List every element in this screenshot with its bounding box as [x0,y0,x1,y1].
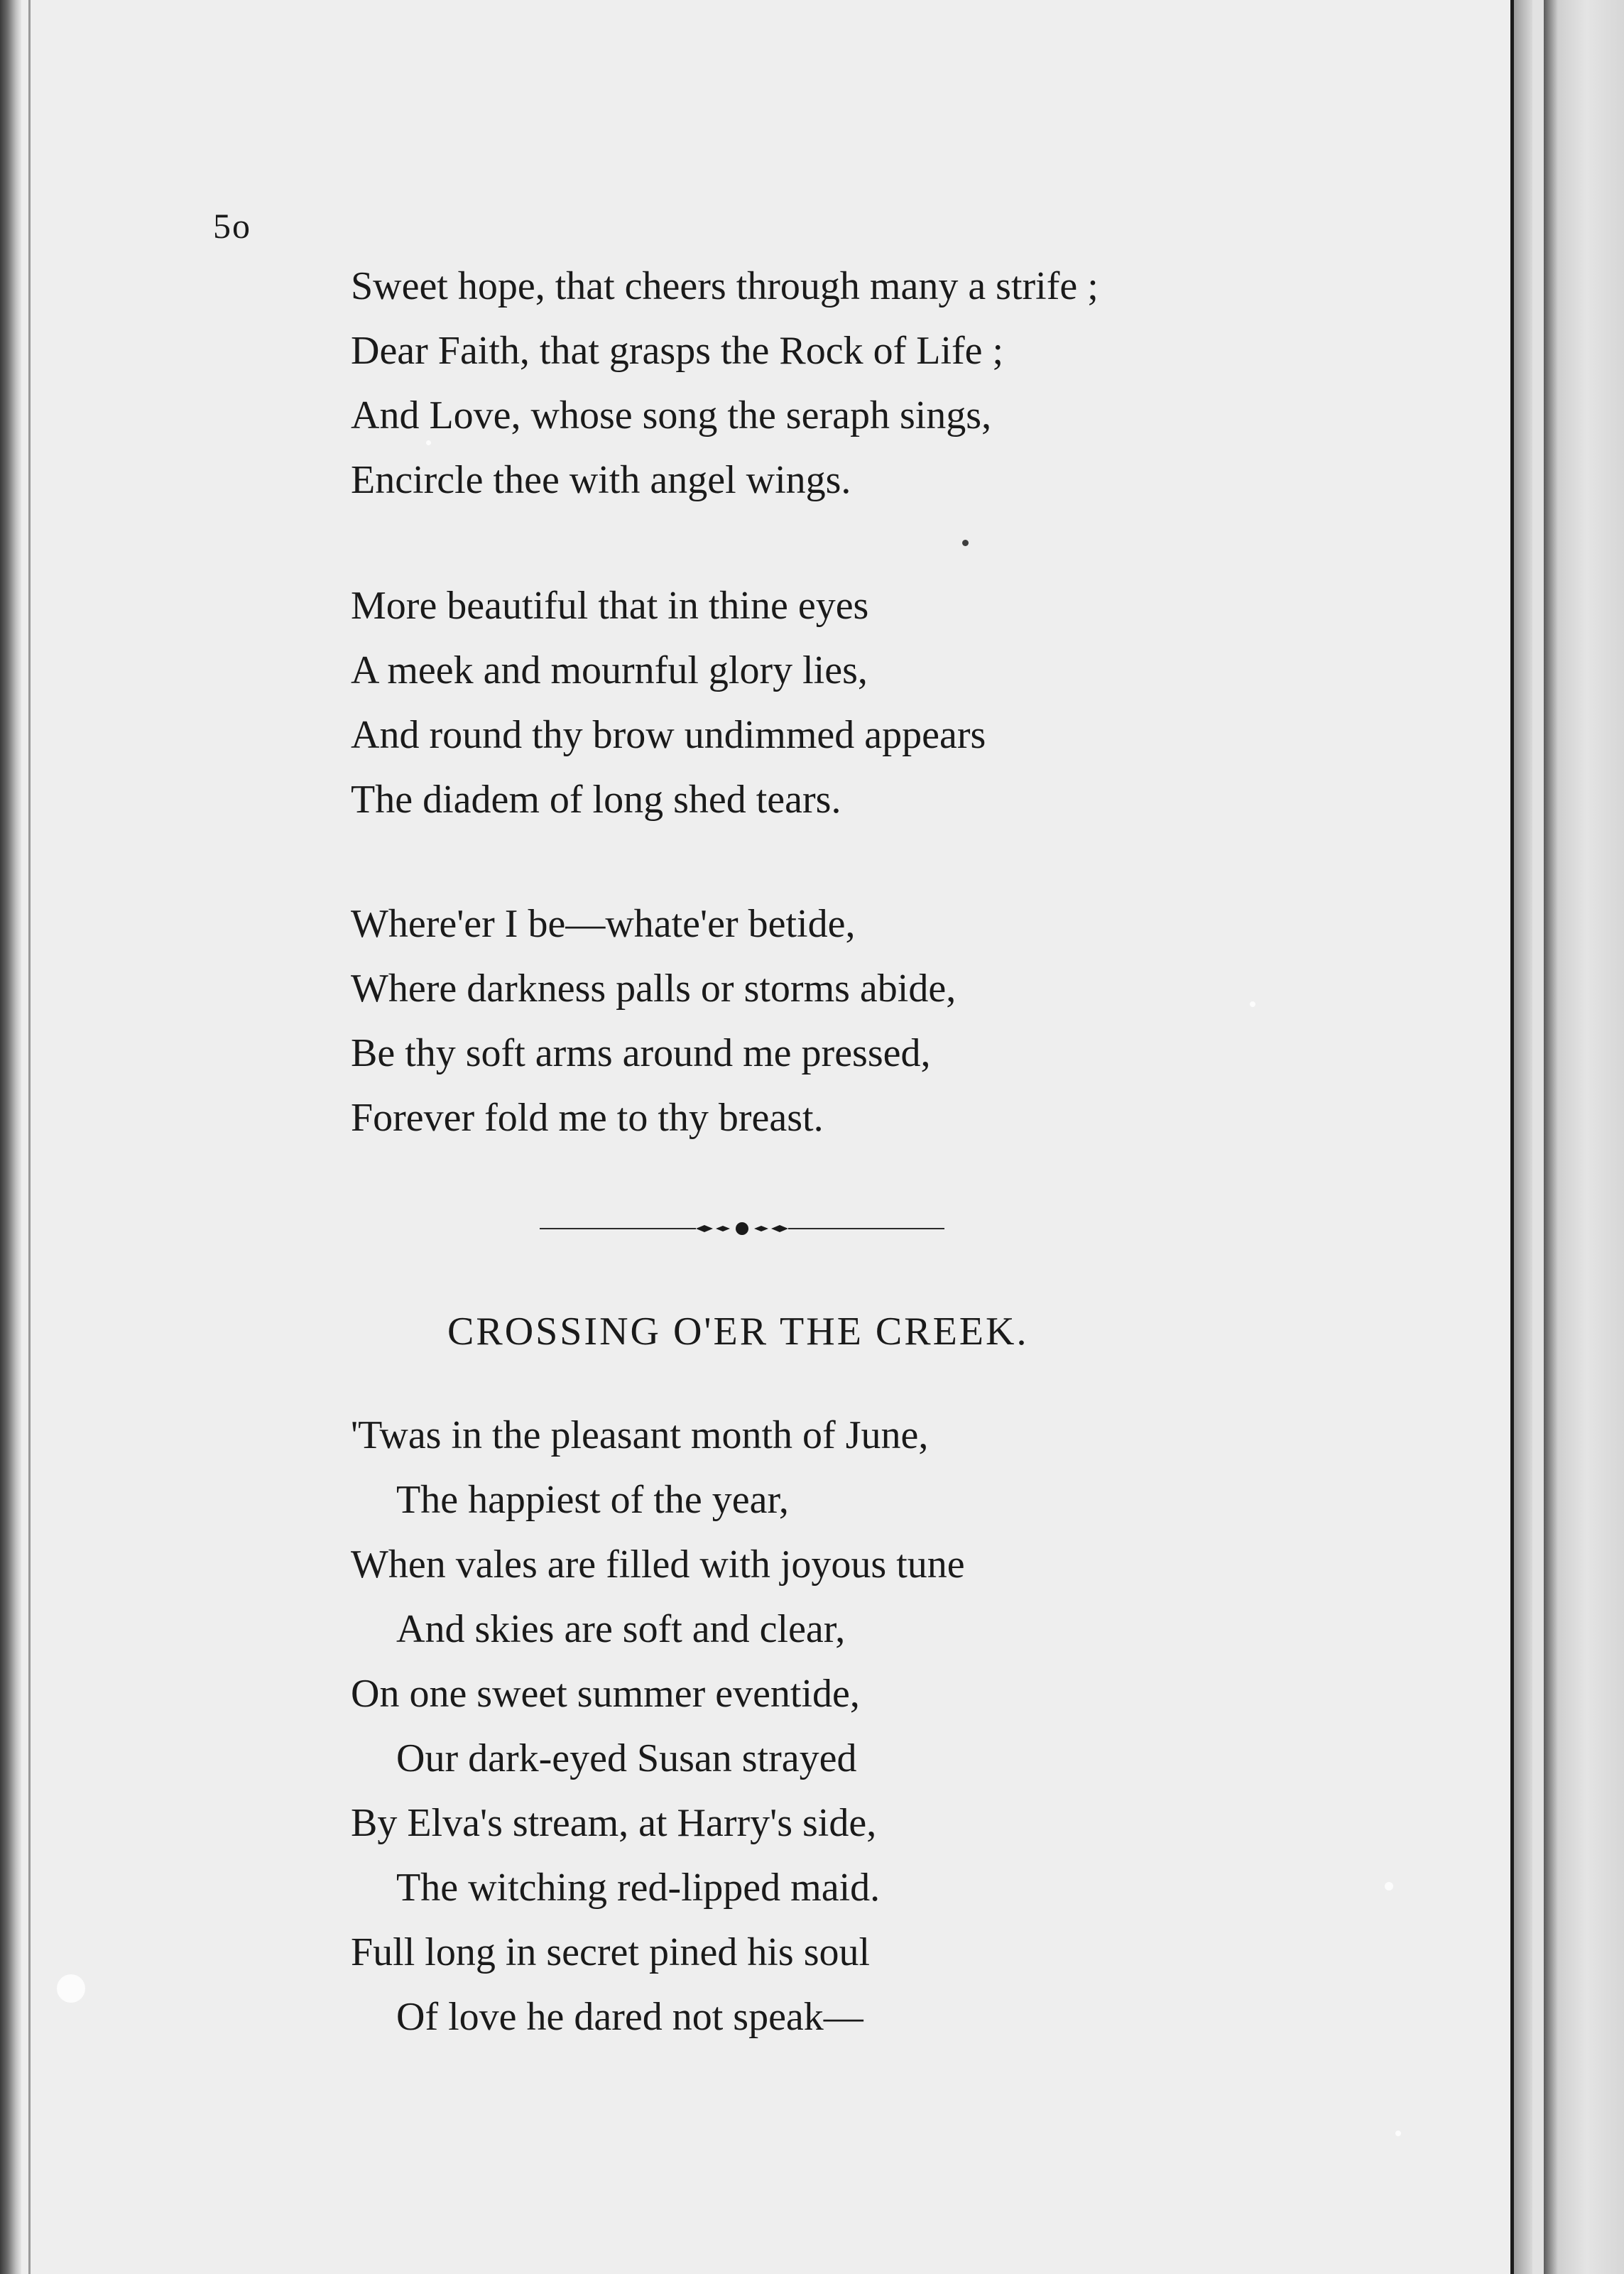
scan-speck [1385,1882,1393,1891]
poem-line: Be thy soft arms around me pressed, [351,1031,931,1075]
poem-line: When vales are filled with joyous tune [351,1543,965,1587]
scan-left-edge [0,0,21,2274]
poem-line: By Elva's stream, at Harry's side, [351,1801,877,1845]
scan-speck [1250,1001,1255,1007]
poem-line: And Love, whose song the seraph sings, [351,393,992,437]
stanza-1 [351,254,1099,513]
poem-line: Our dark-eyed Susan strayed [396,1736,857,1780]
poem-line: Forever fold me to thy breast. [351,1096,824,1140]
poem-line: Full long in secret pined his soul [351,1930,871,1974]
poem-line: The happiest of the year, [396,1478,789,1522]
section-divider-ornament [540,1214,944,1243]
poem-line: Encircle thee with angel wings. [351,458,851,502]
ink-speck [962,540,969,546]
facing-page-strip [1532,0,1544,2274]
poem-line: And round thy brow undimmed appears [351,713,986,757]
stanza-3 [351,892,956,1150]
scan-speck [1395,2131,1401,2136]
poem-line: Where darkness palls or storms abide, [351,967,957,1011]
poem-line: Of love he dared not speak— [396,1995,863,2039]
poem-line: Dear Faith, that grasps the Rock of Life ; [351,329,1004,373]
poem-line: On one sweet summer eventide, [351,1672,860,1716]
poem-title: CROSSING O'ER THE CREEK. [447,1310,1029,1354]
stanza-2 [351,574,986,832]
scan-right-edge [1544,0,1624,2274]
poem-line: A meek and mournful glory lies, [351,648,868,692]
poem-line: More beautiful that in thine eyes [351,584,869,628]
poem-line: And skies are soft and clear, [396,1607,846,1651]
page-edge-line [28,0,31,2274]
poem-line: Sweet hope, that cheers through many a strife ; [351,264,1099,308]
scan-speck [57,1974,85,2003]
poem-line: Where'er I be—whate'er betide, [351,902,856,946]
poem-line: 'Twas in the pleasant month of June, [351,1413,929,1457]
poem-line: The witching red-lipped maid. [396,1866,881,1910]
poem-line: The diadem of long shed tears. [351,778,841,822]
page-number: 5o [213,206,251,246]
poem2-body [351,1403,965,2050]
gutter-shade [1514,0,1532,2274]
